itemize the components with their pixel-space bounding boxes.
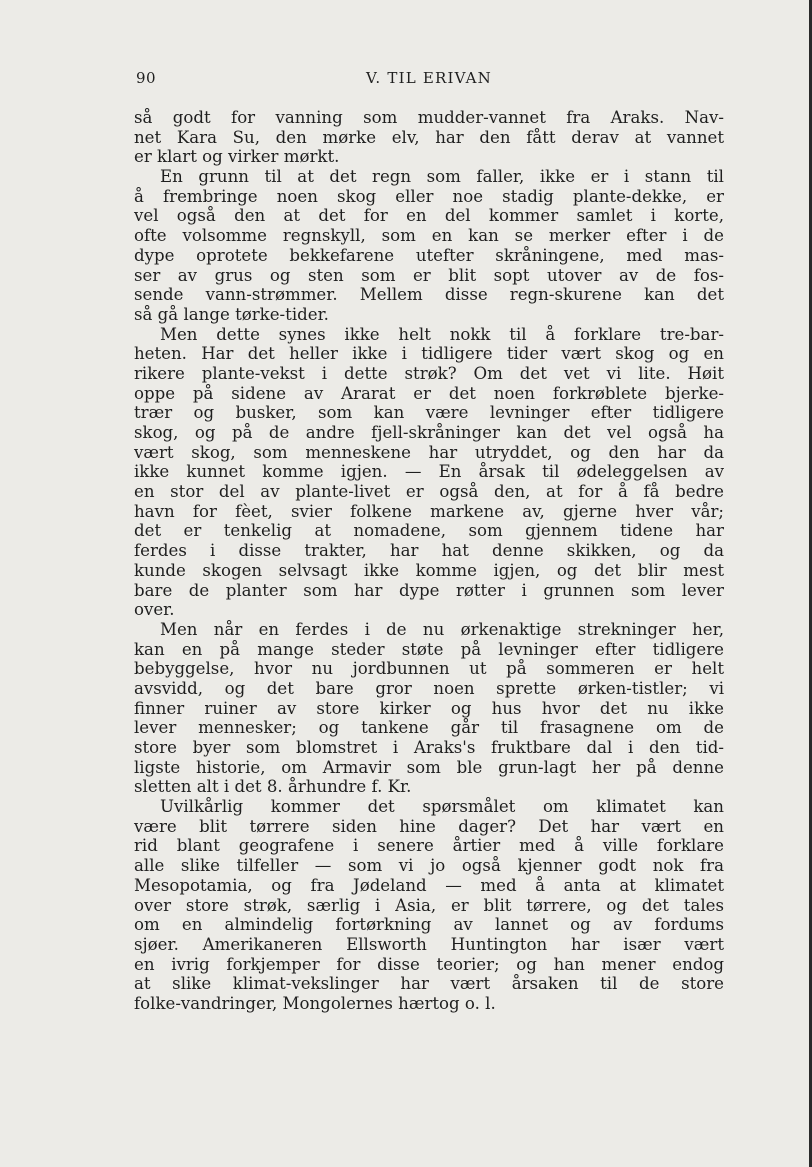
text-line: over. bbox=[134, 600, 175, 620]
text-line: sende vann-strømmer. Mellem disse regn-skurene kan det bbox=[134, 285, 724, 305]
body-text bbox=[134, 108, 724, 1014]
text-line: at slike klimat-vekslinger har vært årsaken til de store bbox=[134, 974, 724, 994]
text-line: kunde skogen selvsagt ikke komme igjen, og det blir mest bbox=[134, 560, 724, 580]
text-line: så gå lange tørke-tider. bbox=[134, 304, 329, 324]
text-line: ofte volsomme regnskyll, som en kan se merker efter i de bbox=[134, 226, 724, 246]
text-line: Men når en ferdes i de nu ørkenaktige strekninger her, bbox=[160, 619, 724, 639]
text-line: ser av grus og sten som er blit sopt utover av de fos- bbox=[134, 265, 724, 285]
text-line: bebyggelse, hvor nu jordbunnen ut på sommeren er helt bbox=[134, 659, 724, 679]
text-line: ligste historie, om Armavir som ble grun-lagt her på denne bbox=[134, 757, 724, 777]
text-line: sletten alt i det 8. århundre f. Kr. bbox=[134, 777, 412, 797]
running-head bbox=[136, 69, 722, 93]
text-line: ikke kunnet komme igjen. — En årsak til ødeleggelsen av bbox=[134, 462, 724, 482]
text-line: dype oprotete bekkefarene utefter skråningene, med mas- bbox=[134, 245, 724, 265]
text-line: Men dette synes ikke helt nokk til å forklare tre-bar- bbox=[160, 324, 724, 344]
text-line: skog, og på de andre fjell-skråninger kan det vel også ha bbox=[134, 423, 724, 442]
chapter-title: V. TIL ERIVAN bbox=[366, 69, 492, 87]
text-line: En grunn til at det regn som faller, ikke er i stann til bbox=[160, 167, 724, 187]
text-line: så godt for vanning som mudder-vannet fra Araks. Nav- bbox=[134, 108, 724, 127]
text-line: rid blant geografene i senere årtier med å ville forklare bbox=[134, 836, 724, 856]
text-line: å frembringe noen skog eller noe stadig plante-dekke, er bbox=[134, 186, 724, 206]
text-line: folke-vandringer, Mongolernes hærtog o. l. bbox=[134, 993, 496, 1013]
text-line: vel også den at det for en del kommer samlet i korte, bbox=[134, 206, 724, 226]
text-line: ferdes i disse trakter, har hat denne skikken, og da bbox=[134, 541, 724, 561]
text-line: net Kara Su, den mørke elv, har den fått derav at vannet bbox=[134, 127, 724, 147]
text-line: det er tenkelig at nomadene, som gjennem tidene har bbox=[134, 521, 724, 541]
text-line: Uvilkårlig kommer det spørsmålet om klimatet kan bbox=[160, 797, 724, 817]
text-line: lever mennesker; og tankene går til frasagnene om de bbox=[134, 718, 724, 738]
text-line: rikere plante-vekst i dette strøk? Om det vet vi lite. Høit bbox=[134, 363, 724, 383]
text-line: trær og busker, som kan være levninger efter tidligere bbox=[134, 403, 724, 423]
text-line: sjøer. Amerikaneren Ellsworth Huntington har især vært bbox=[134, 934, 724, 954]
text-line: en stor del av plante-livet er også den, at for å få bedre bbox=[134, 482, 724, 502]
text-line: heten. Har det heller ikke i tidligere tider vært skog og en bbox=[134, 344, 724, 364]
text-line: om en almindelig fortørkning av lannet og av fordums bbox=[134, 915, 724, 935]
text-line: være blit tørrere siden hine dager? Det har vært en bbox=[134, 816, 724, 836]
text-line: er klart og virker mørkt. bbox=[134, 147, 340, 167]
page-number: 90 bbox=[136, 69, 157, 87]
text-line: Mesopotamia, og fra Jødeland — med å anta at klimatet bbox=[134, 875, 724, 895]
text-line: en ivrig forkjemper for disse teorier; og han mener endog bbox=[134, 954, 724, 974]
text-line: bare de planter som har dype røtter i grunnen som lever bbox=[134, 580, 724, 600]
text-line: over store strøk, særlig i Asia, er blit tørrere, og det tales bbox=[134, 895, 724, 915]
text-line: alle slike tilfeller — som vi jo også kjenner godt nok fra bbox=[134, 856, 724, 876]
text-line: finner ruiner av store kirker og hus hvor det nu ikke bbox=[134, 698, 724, 718]
text-line: oppe på sidene av Ararat er det noen forkrøblete bjerke- bbox=[134, 383, 724, 403]
text-line: avsvidd, og det bare gror noen sprette ørken-tistler; vi bbox=[134, 678, 724, 698]
text-line: kan en på mange steder støte på levninger efter tidligere bbox=[134, 639, 724, 659]
text-line: store byer som blomstret i Araks's fruktbare dal i den tid- bbox=[134, 738, 724, 757]
text-line: vært skog, som menneskene har utryddet, og den har da bbox=[134, 442, 724, 462]
text-line: havn for fèet, svier folkene markene av, gjerne hver vår; bbox=[134, 501, 724, 521]
